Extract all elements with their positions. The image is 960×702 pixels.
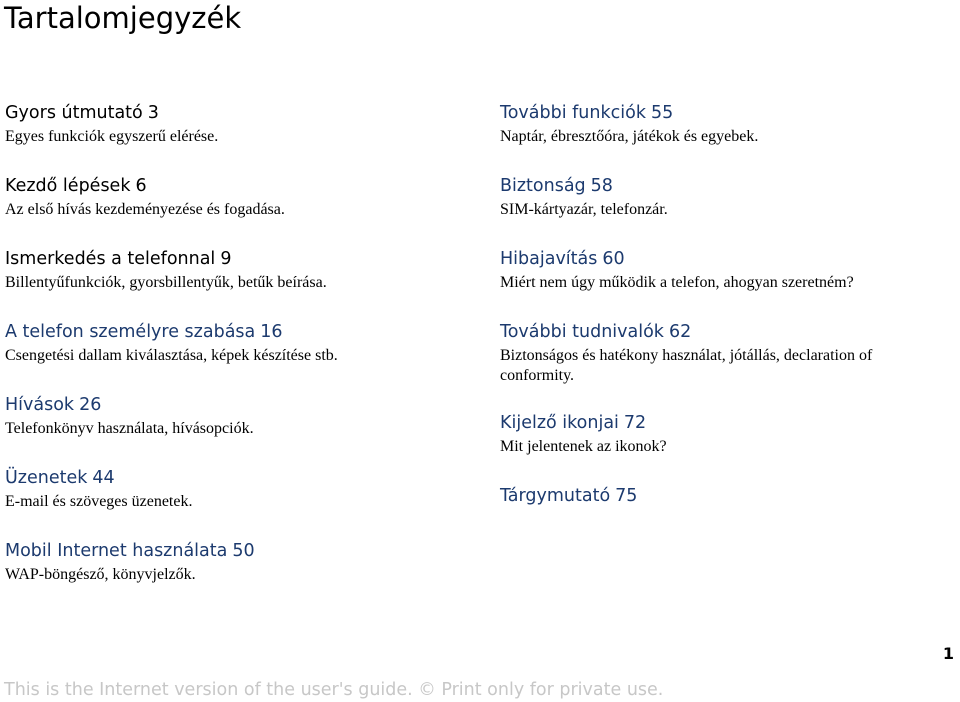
toc-entry-page[interactable]: 16 [260,322,283,342]
toc-entry-title[interactable]: Hívások [5,395,75,415]
toc-entry-szemelyre-szabas[interactable] [5,321,475,366]
toc-entry-heading[interactable] [500,102,940,124]
toc-entry-description: Egyes funkciók egyszerű elérése. [5,128,219,145]
toc-entry-heading[interactable] [5,175,475,197]
toc-entry-page[interactable]: 9 [220,249,232,269]
toc-entry-title[interactable]: Biztonság [500,176,586,196]
toc-entry-description: Biztonságos és hatékony használat, jótállás, declaration of conformity. [500,347,873,384]
toc-entry-heading[interactable] [500,485,940,507]
toc-entry-title[interactable]: Hibajavítás [500,249,598,269]
toc-entry-mobil-internet[interactable] [5,540,475,585]
toc-entry-page[interactable]: 60 [602,249,625,269]
toc-entry-heading[interactable] [5,467,475,489]
toc-entry-tovabbi-tudnivalok[interactable] [500,321,940,386]
toc-entry-heading[interactable] [5,394,475,416]
toc-entry-page[interactable]: 50 [232,541,255,561]
toc-entry-title[interactable]: Üzenetek [5,468,88,488]
toc-entry-description: Telefonkönyv használata, hívásopciók. [5,420,254,437]
toc-entry-title[interactable]: További tudnivalók [500,322,664,342]
toc-entry-heading[interactable] [500,248,940,270]
page-number: 1 [942,644,954,663]
toc-entry-gyors-utmutato[interactable] [5,102,475,147]
toc-entry-kijelzo-ikonjai[interactable] [500,412,940,457]
toc-entry-title[interactable]: Kezdő lépések [5,176,131,196]
toc-entry-title[interactable]: Mobil Internet használata [5,541,228,561]
toc-entry-heading[interactable] [5,321,475,343]
toc-entry-page[interactable]: 3 [147,103,159,123]
toc-entry-description: Naptár, ébresztőóra, játékok és egyebek. [500,128,759,145]
toc-entry-title[interactable]: Gyors útmutató [5,103,143,123]
toc-right-column [500,102,940,535]
toc-entry-description: Mit jelentenek az ikonok? [500,438,667,455]
toc-entry-ismerkedes[interactable] [5,248,475,293]
toc-entry-title[interactable]: További funkciók [500,103,646,123]
toc-entry-description: Csengetési dallam kiválasztása, képek készítése stb. [5,347,338,364]
toc-entry-hivasok[interactable] [5,394,475,439]
toc-entry-hibajavitas[interactable] [500,248,940,293]
toc-entry-page[interactable]: 44 [92,468,115,488]
footer-notice: This is the Internet version of the user's guide. © Print only for private use. [4,680,664,700]
toc-entry-kezdo-lepesek[interactable] [5,175,475,220]
toc-entry-biztonsag[interactable] [500,175,940,220]
toc-entry-title[interactable]: Tárgymutató [500,486,611,506]
toc-entry-heading[interactable] [500,321,940,343]
toc-entry-page[interactable]: 55 [650,103,674,123]
toc-entry-page[interactable]: 75 [615,486,638,506]
toc-left-column [5,102,475,613]
toc-entry-title[interactable]: A telefon személyre szabása [5,322,256,342]
toc-entry-description: E-mail és szöveges üzenetek. [5,493,193,510]
toc-entry-uzenetek[interactable] [5,467,475,512]
toc-entry-description: WAP-böngésző, könyvjelzők. [5,566,196,583]
toc-entry-tovabbi-funkciok[interactable] [500,102,940,147]
page-title: Tartalomjegyzék [4,1,242,35]
toc-entry-title[interactable]: Ismerkedés a telefonnal [5,249,216,269]
toc-entry-description: SIM-kártyazár, telefonzár. [500,201,668,218]
toc-entry-heading[interactable] [500,412,940,434]
toc-entry-title[interactable]: Kijelző ikonjai [500,413,619,433]
toc-entry-heading[interactable] [5,102,475,124]
toc-entry-description: Miért nem úgy működik a telefon, ahogyan szeretném? [500,274,854,291]
toc-entry-page[interactable]: 6 [135,176,147,196]
toc-entry-page[interactable]: 26 [79,395,102,415]
toc-entry-description: Billentyűfunkciók, gyorsbillentyűk, betűk beírása. [5,274,327,291]
toc-entry-heading[interactable] [500,175,940,197]
toc-entry-page[interactable]: 72 [623,413,647,433]
toc-entry-page[interactable]: 58 [590,176,613,196]
toc-entry-description: Az első hívás kezdeményezése és fogadása. [5,201,285,218]
toc-entry-heading[interactable] [5,248,475,270]
toc-entry-targymutato[interactable] [500,485,940,507]
toc-entry-heading[interactable] [5,540,475,562]
toc-entry-page[interactable]: 62 [668,322,692,342]
